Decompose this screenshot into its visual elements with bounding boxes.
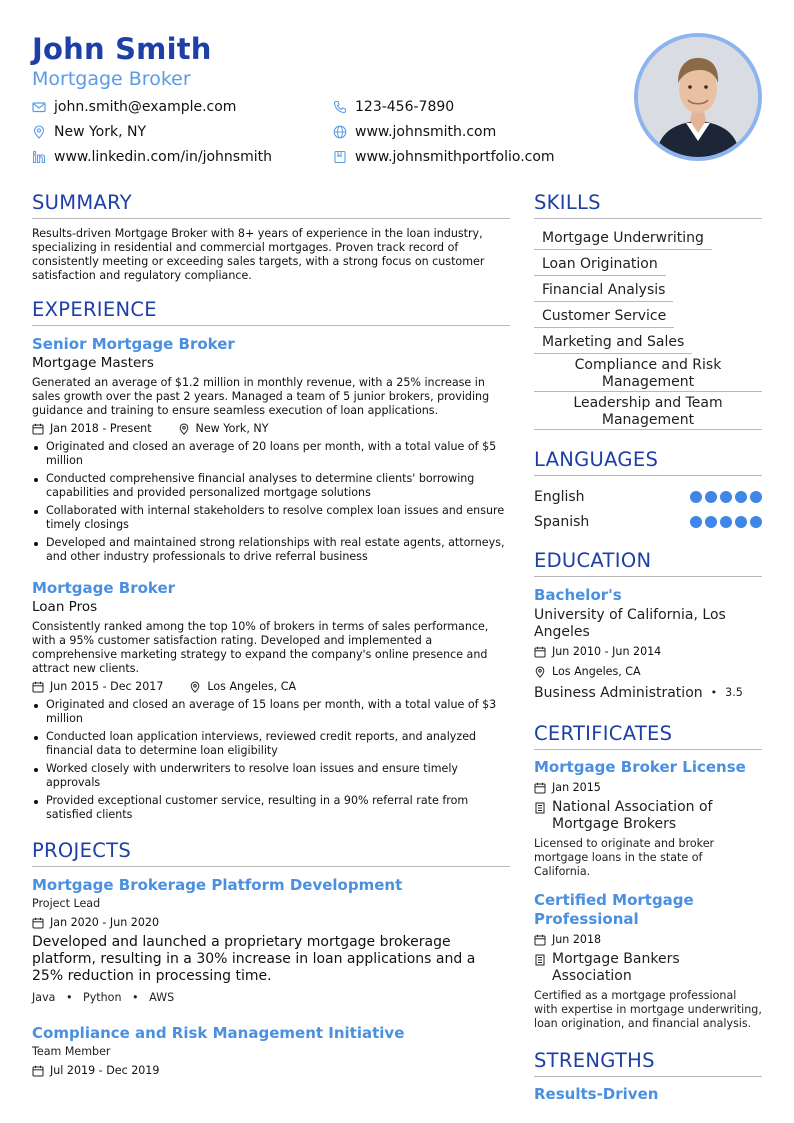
- certificate-date-row: [534, 931, 762, 949]
- strength-item: Results-Driven: [534, 1085, 659, 1103]
- profile-photo: [634, 33, 762, 161]
- linkedin-text: www.linkedin.com/in/johnsmith: [54, 149, 272, 165]
- skill-tag: Leadership and Team Management: [534, 395, 762, 430]
- list-item: Originated and closed an average of 20 loans per month, with a total value of $5 million: [32, 440, 510, 468]
- calendar-icon: [32, 1065, 44, 1077]
- tech-item: Java: [32, 991, 56, 1004]
- certificate-date-row: [534, 779, 762, 797]
- contact-list: [32, 97, 612, 172]
- right-column: [534, 190, 762, 1104]
- project-role: Project Lead: [32, 897, 101, 910]
- project-description: Developed and launched a proprietary mortgage brokerage platform, resulting in a 30% increase in loan applications and a 25% reduction in processing time.: [32, 934, 476, 984]
- job-summary: Generated an average of $1.2 million in monthly revenue, with a 25% increase in sales growth over the past 2 years. Managed a team of 5 junior brokers, providing guidance and training to ensure seamless execution of loan applications.: [32, 376, 490, 417]
- degree: Bachelor's: [534, 586, 622, 604]
- calendar-icon: [32, 917, 44, 929]
- certificate-entry: [534, 758, 762, 879]
- job-title: Senior Mortgage Broker: [32, 335, 235, 353]
- contact-linkedin[interactable]: [32, 147, 272, 167]
- map-pin-icon: [189, 681, 201, 693]
- level-dot: [735, 491, 747, 503]
- certificate-date: Jun 2018: [552, 933, 602, 946]
- project-meta: [32, 1062, 510, 1080]
- project-dates: Jul 2019 - Dec 2019: [50, 1064, 160, 1077]
- candidate-name: John Smith: [32, 32, 212, 66]
- certificate-issuer: [534, 951, 762, 985]
- list-item: Worked closely with underwriters to resolve loan issues and ensure timely approvals: [32, 762, 510, 790]
- project-tech: Java • Python • AWS: [32, 991, 175, 1004]
- project-entry: [32, 1023, 510, 1080]
- skills-list: [534, 227, 762, 430]
- strengths-heading: STRENGTHS: [534, 1048, 762, 1077]
- project-role: Team Member: [32, 1045, 111, 1058]
- education-location-row: [534, 663, 762, 681]
- level-dot: [705, 491, 717, 503]
- summary-heading: SUMMARY: [32, 190, 510, 219]
- building-icon: [534, 954, 546, 966]
- job-meta: [32, 420, 510, 438]
- education-location: Los Angeles, CA: [552, 665, 641, 678]
- list-item: Originated and closed an average of 15 loans per month, with a total value of $3 million: [32, 698, 510, 726]
- certificate-description: Licensed to originate and broker mortgage loans in the state of California.: [534, 837, 715, 878]
- level-dot: [750, 516, 762, 528]
- job-dates: Jan 2018 - Present: [50, 422, 152, 435]
- building-icon: [534, 802, 546, 814]
- project-title: Compliance and Risk Management Initiative: [32, 1024, 405, 1042]
- level-dot: [690, 516, 702, 528]
- candidate-role: Mortgage Broker: [32, 68, 191, 90]
- list-item: Conducted loan application interviews, reviewed credit reports, and analyzed financial data to determine loan eligibility: [32, 730, 510, 758]
- education-entry: [534, 585, 762, 703]
- job-title: Mortgage Broker: [32, 579, 176, 597]
- globe-icon: [333, 125, 347, 139]
- certificate-date: Jan 2015: [552, 781, 601, 794]
- language-row: [534, 509, 762, 534]
- project-meta: [32, 914, 510, 932]
- list-item: Provided exceptional customer service, resulting in a 90% referral rate from satisfied clients: [32, 794, 510, 822]
- level-dot: [690, 491, 702, 503]
- languages-heading: LANGUAGES: [534, 447, 762, 476]
- field-of-study: Business Administration: [534, 685, 703, 701]
- issuer-name: National Association of Mortgage Brokers: [552, 799, 713, 832]
- location-text: New York, NY: [54, 124, 147, 140]
- contact-email[interactable]: [32, 97, 236, 117]
- list-item: Conducted comprehensive financial analyses to determine clients' borrowing capabilities and provided personalized mortgage solutions: [32, 472, 510, 500]
- gpa: 3.5: [725, 686, 743, 699]
- calendar-icon: [534, 782, 546, 794]
- bookmark-icon: [333, 150, 347, 164]
- level-dot: [750, 491, 762, 503]
- certificate-description: Certified as a mortgage professional with expertise in mortgage underwriting, loan origination, and financial analysis.: [534, 989, 762, 1030]
- skill-tag: Marketing and Sales: [534, 332, 692, 354]
- contact-location: [32, 122, 146, 142]
- certificate-issuer: [534, 799, 762, 833]
- school-name: University of California, Los Angeles: [534, 607, 726, 640]
- level-dot: [705, 516, 717, 528]
- portfolio-text: www.johnsmithportfolio.com: [355, 149, 555, 165]
- contact-portfolio[interactable]: [333, 147, 555, 167]
- level-dot: [720, 516, 732, 528]
- skill-tag: Loan Origination: [534, 254, 666, 276]
- issuer-name: Mortgage Bankers Association: [552, 951, 680, 984]
- linkedin-icon: [32, 150, 46, 164]
- skill-tag: Mortgage Underwriting: [534, 228, 712, 250]
- language-level-dots: [690, 516, 762, 528]
- level-dot: [720, 491, 732, 503]
- certificates-heading: CERTIFICATES: [534, 721, 762, 750]
- website-text: www.johnsmith.com: [355, 124, 497, 140]
- job-dates: Jun 2015 - Dec 2017: [50, 680, 164, 693]
- contact-website[interactable]: [333, 122, 496, 142]
- resume-header: [32, 30, 612, 172]
- avatar-illustration: [638, 37, 758, 157]
- language-name: Spanish: [534, 513, 590, 530]
- project-dates: Jan 2020 - Jun 2020: [50, 916, 160, 929]
- skill-tag: Financial Analysis: [534, 280, 673, 302]
- tech-item: Python: [83, 991, 122, 1004]
- map-pin-icon: [178, 423, 190, 435]
- list-item: Developed and maintained strong relationships with real estate agents, attorneys, and other industry professionals to drive referral business: [32, 536, 510, 564]
- projects-heading: PROJECTS: [32, 838, 510, 867]
- calendar-icon: [32, 423, 44, 435]
- level-dot: [735, 516, 747, 528]
- education-field: Business Administration • 3.5: [534, 685, 743, 701]
- job-location: Los Angeles, CA: [207, 680, 297, 693]
- left-column: [32, 190, 510, 1082]
- experience-entry: [32, 334, 510, 564]
- email-text: john.smith@example.com: [54, 99, 237, 115]
- experience-entry: [32, 578, 510, 822]
- certificate-title: Mortgage Broker License: [534, 758, 746, 776]
- company-name: Mortgage Masters: [32, 355, 154, 371]
- education-dates-row: [534, 643, 762, 661]
- job-location: New York, NY: [195, 422, 269, 435]
- map-pin-icon: [534, 666, 546, 678]
- calendar-icon: [534, 646, 546, 658]
- job-meta: [32, 678, 510, 696]
- education-dates: Jun 2010 - Jun 2014: [552, 645, 662, 658]
- list-item: Collaborated with internal stakeholders to resolve complex loan issues and ensure timely closings: [32, 504, 510, 532]
- tech-item: AWS: [149, 991, 175, 1004]
- summary-text: Results-driven Mortgage Broker with 8+ years of experience in the loan industry, specializing in residential and commercial mortgages. Proven track record of consistently meeting or exceeding sales targets, with a strong focus on customer satisfaction and regulatory compliance.: [32, 227, 485, 282]
- language-level-dots: [690, 491, 762, 503]
- project-entry: [32, 875, 510, 1007]
- project-title: Mortgage Brokerage Platform Development: [32, 876, 403, 894]
- job-bullets: [32, 698, 510, 822]
- company-name: Loan Pros: [32, 599, 98, 615]
- skill-tag: Compliance and Risk Management: [534, 357, 762, 392]
- language-name: English: [534, 488, 585, 505]
- contact-phone[interactable]: [333, 97, 454, 117]
- skill-tag: Customer Service: [534, 306, 674, 328]
- envelope-icon: [32, 100, 46, 114]
- phone-icon: [333, 100, 347, 114]
- certificate-entry: [534, 891, 762, 1031]
- education-heading: EDUCATION: [534, 548, 762, 577]
- calendar-icon: [32, 681, 44, 693]
- experience-heading: EXPERIENCE: [32, 297, 510, 326]
- job-bullets: [32, 440, 510, 564]
- skills-heading: SKILLS: [534, 190, 762, 219]
- phone-text: 123-456-7890: [355, 99, 455, 115]
- calendar-icon: [534, 934, 546, 946]
- map-pin-icon: [32, 125, 46, 139]
- certificate-title: Certified Mortgage Professional: [534, 891, 694, 928]
- job-summary: Consistently ranked among the top 10% of brokers in terms of sales performance, with a 95% customer satisfaction rating. Developed and implemented a comprehensive marketing strategy to expand the company's online presence and attract new clients.: [32, 620, 489, 675]
- language-row: [534, 484, 762, 509]
